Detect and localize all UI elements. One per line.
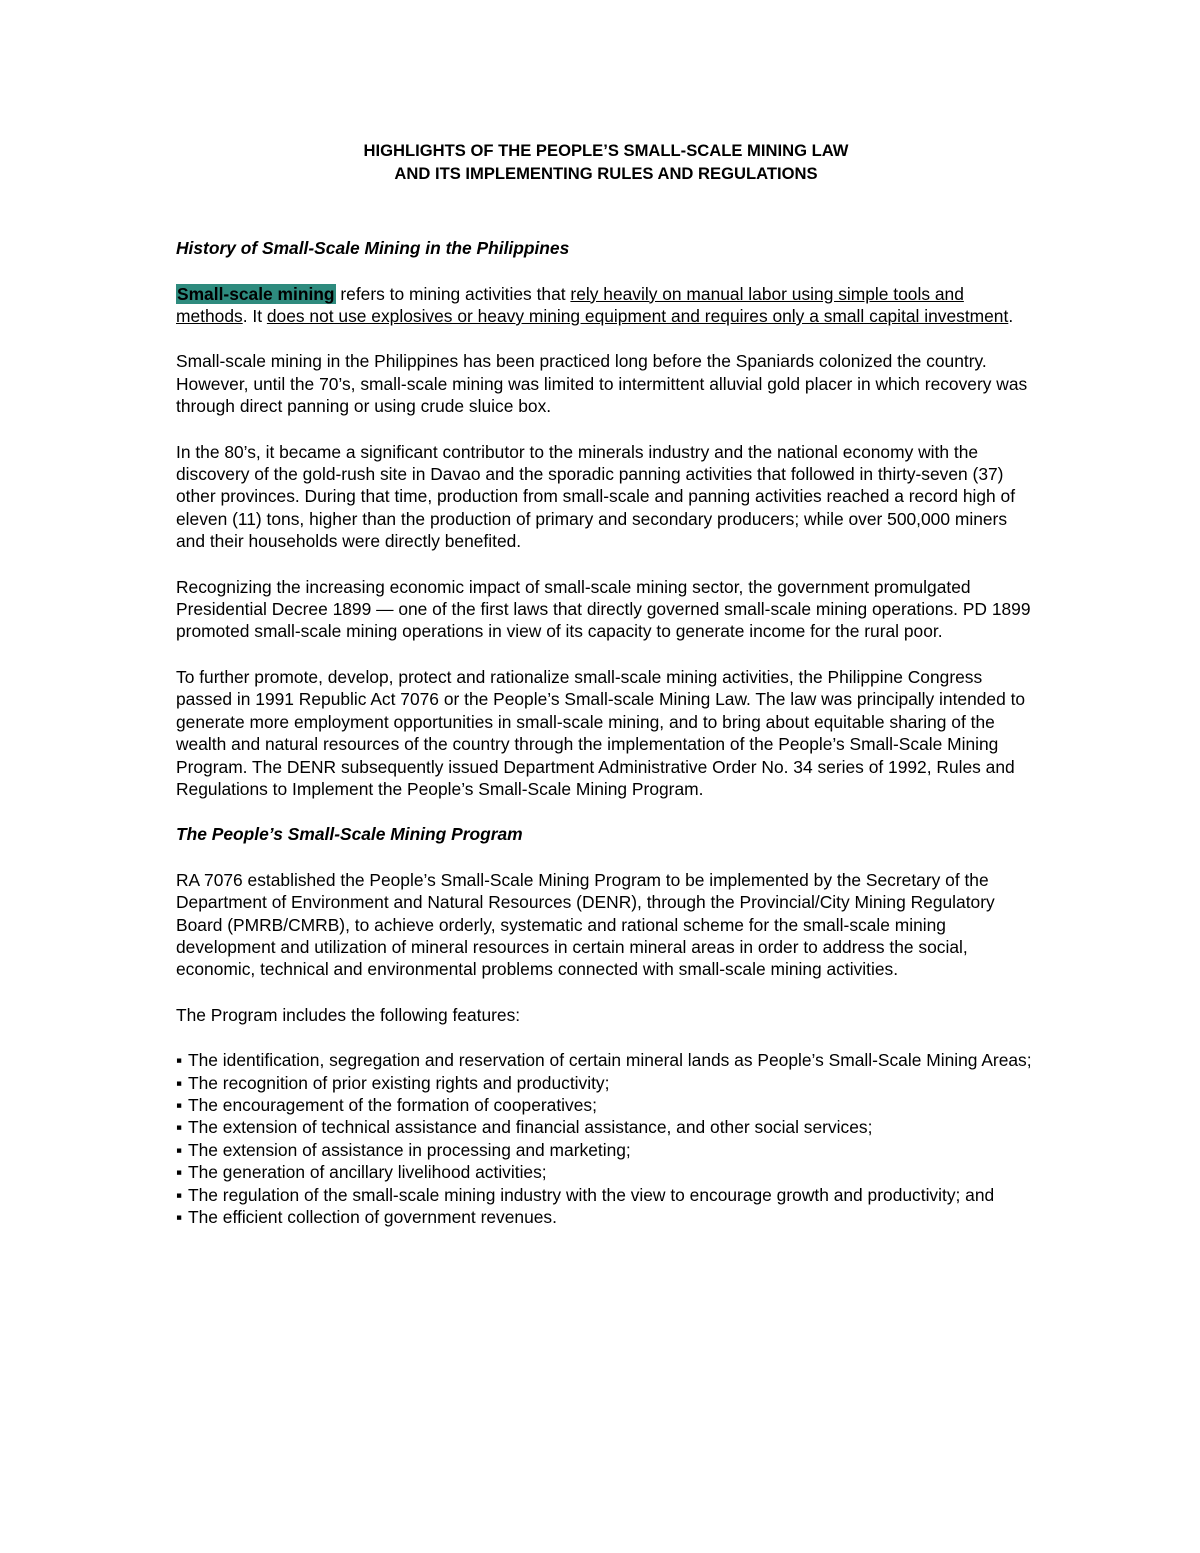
program-features-intro: The Program includes the following features:	[176, 1004, 521, 1025]
feature-text: The extension of assistance in processing and marketing;	[188, 1139, 631, 1160]
bullet-icon: ▪	[176, 1184, 183, 1205]
document-page	[176, 140, 1036, 1228]
definition-underline-1: rely heavily on manual labor using simple tools and methods	[176, 283, 964, 326]
history-paragraph: To further promote, develop, protect and rationalize small-scale mining activities, the Philippine Congress passed in 1991 Republic Act 7076 or the People’s Small-scale Mining Law. The law was principally intended to generate more employment opportunities in small-scale mining, and to bring about equitable sharing of the wealth and natural resources of the country through the implementation of the People’s Small-Scale Mining Program. The DENR subsequently issued Department Administrative Order No. 34 series of 1992, Rules and Regulations to Implement the People’s Small-Scale Mining Program.	[176, 666, 1026, 799]
bullet-icon: ▪	[176, 1207, 183, 1227]
bullet-icon: ▪	[176, 1072, 183, 1093]
list-item	[176, 1049, 1036, 1071]
definition-paragraph	[176, 283, 1036, 328]
definition-text-3: .	[1008, 306, 1014, 326]
document-title-line-1: HIGHLIGHTS OF THE PEOPLE’S SMALL-SCALE MINING LAW	[363, 141, 849, 160]
list-item	[176, 1094, 1036, 1116]
history-paragraph: Recognizing the increasing economic impact of small-scale mining sector, the government promulgated Presidential Decree 1899 — one of the first laws that directly governed small-scale mining operations. PD 1899 promoted small-scale mining operations in view of its capacity to generate income for the rural poor.	[176, 576, 1031, 642]
history-paragraph: In the 80’s, it became a significant contributor to the minerals industry and the national economy with the discovery of the gold-rush site in Davao and the sporadic panning activities that followed in thirty-seven (37) other provinces. During that time, production from small-scale and panning activities reached a record high of eleven (11) tons, higher than the production of primary and secondary producers; while over 500,000 miners and their households were directly benefited.	[176, 441, 1016, 552]
list-item	[176, 1206, 1036, 1228]
feature-text: The extension of technical assistance and financial assistance, and other social services;	[188, 1117, 873, 1138]
list-item	[176, 1139, 1036, 1161]
history-paragraph: Small-scale mining in the Philippines has been practiced long before the Spaniards colonized the country. However, until the 70’s, small-scale mining was limited to intermittent alluvial gold placer in which recovery was through direct panning or using crude sluice box.	[176, 351, 1028, 417]
section-heading-history: History of Small-Scale Mining in the Philippines	[176, 238, 570, 259]
features-list	[176, 1049, 1036, 1228]
bullet-icon: ▪	[176, 1139, 183, 1160]
definition-text-1: refers to mining activities that	[335, 283, 571, 304]
list-item	[176, 1116, 1036, 1138]
feature-text: The regulation of the small-scale mining industry with the view to encourage growth and productivity; and	[188, 1184, 995, 1205]
program-paragraph: RA 7076 established the People’s Small-Scale Mining Program to be implemented by the Secretary of the Department of Environment and Natural Resources (DENR), through the Provincial/City Mining Regulatory Board (PMRB/CMRB), to achieve orderly, systematic and rational scheme for the small-scale mining development and utilization of mineral resources in certain mineral areas in order to address the social, economic, technical and environmental problems connected with small-scale mining activities.	[176, 869, 995, 980]
bullet-icon: ▪	[176, 1050, 183, 1071]
list-item	[176, 1161, 1036, 1183]
feature-text: The encouragement of the formation of cooperatives;	[188, 1094, 597, 1115]
definition-underline-2: does not use explosives or heavy mining equipment and requires only a small capital investment	[266, 306, 1009, 326]
document-title	[176, 140, 1036, 185]
feature-text: The efficient collection of government revenues.	[188, 1207, 557, 1227]
list-item	[176, 1184, 1036, 1206]
document-title-line-2: AND ITS IMPLEMENTING RULES AND REGULATIONS	[394, 163, 818, 183]
section-heading-program: The People’s Small-Scale Mining Program	[176, 824, 523, 845]
bullet-icon: ▪	[176, 1117, 183, 1138]
list-item	[176, 1072, 1036, 1094]
bullet-icon: ▪	[176, 1094, 183, 1115]
bullet-icon: ▪	[176, 1162, 183, 1183]
feature-text: The identification, segregation and reservation of certain mineral lands as People’s Small-Scale Mining Areas;	[188, 1050, 1032, 1071]
highlighted-term: Small-scale mining	[177, 283, 335, 304]
definition-text-2: . It	[242, 306, 267, 326]
feature-text: The generation of ancillary livelihood activities;	[188, 1162, 547, 1183]
feature-text: The recognition of prior existing rights and productivity;	[188, 1072, 610, 1093]
